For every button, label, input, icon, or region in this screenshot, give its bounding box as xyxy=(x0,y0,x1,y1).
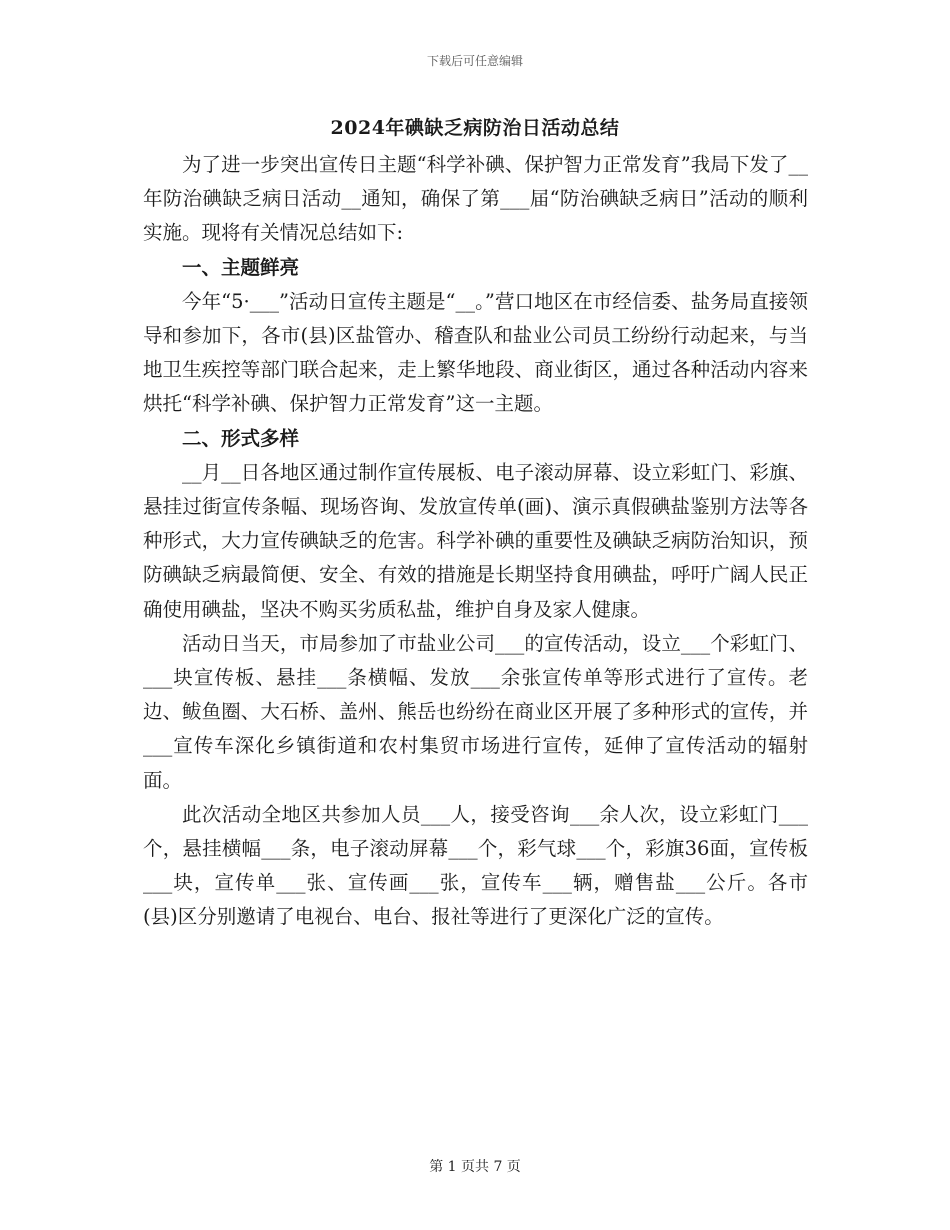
paragraph: __月__日各地区通过制作宣传展板、电子滚动屏幕、设立彩虹门、彩旗、悬挂过街宣传条幅、现场咨询、发放宣传单(画)、演示真假碘盐鉴别方法等各种形式，大力宣传碘缺乏的危害。科学补碘的重要性及碘缺乏病防治知识，预防碘缺乏病最简便、安全、有效的措施是长期坚持食用碘盐，呼吁广阔人民正确使用碘盐，坚决不购买劣质私盐，维护自身及家人健康。 xyxy=(143,460,808,621)
page-footer: 第 1 页共 7 页 xyxy=(429,1159,521,1175)
document-title: 2024年碘缺乏病防治日活动总结 xyxy=(330,117,620,139)
section-heading-theme: 一、主题鲜亮 xyxy=(182,255,300,279)
paragraph: 活动日当天，市局参加了市盐业公司___的宣传活动，设立___个彩虹门、___块宣传板、悬挂___条横幅、发放___余张宣传单等形式进行了宣传。老边、鲅鱼圈、大石桥、盖州、熊岳也纷纷在商业区开展了多种形式的宣传，并___宣传车深化乡镇街道和农村集贸市场进行宣传，延伸了宣传活动的辐射面。 xyxy=(143,631,808,792)
intro-paragraph: 为了进一步突出宣传日主题“科学补碘、保护智力正常发育”我局下发了__年防治碘缺乏病日活动__通知，确保了第___届“防治碘缺乏病日”活动的顺利实施。现将有关情况总结如下: xyxy=(143,153,808,245)
section-heading-forms: 二、形式多样 xyxy=(182,426,300,450)
document-body xyxy=(143,148,808,935)
header-note: 下载后可任意编辑 xyxy=(426,54,523,68)
paragraph: 此次活动全地区共参加人员___人，接受咨询___余人次，设立彩虹门___个，悬挂横幅___条，电子滚动屏幕___个，彩气球___个，彩旗36面，宣传板___块，宣传单___张、宣传画___张，宣传车___辆，赠售盐___公斤。各市(县)区分别邀请了电视台、电台、报社等进行了更深化广泛的宣传。 xyxy=(143,802,808,929)
paragraph: 今年“5·___”活动日宣传主题是“__。”营口地区在市经信委、盐务局直接领导和参加下，各市(县)区盐管办、稽查队和盐业公司员工纷纷行动起来，与当地卫生疾控等部门联合起来，走上繁华地段、商业街区，通过各种活动内容来烘托“科学补碘、保护智力正常发育”这一主题。 xyxy=(143,289,808,416)
